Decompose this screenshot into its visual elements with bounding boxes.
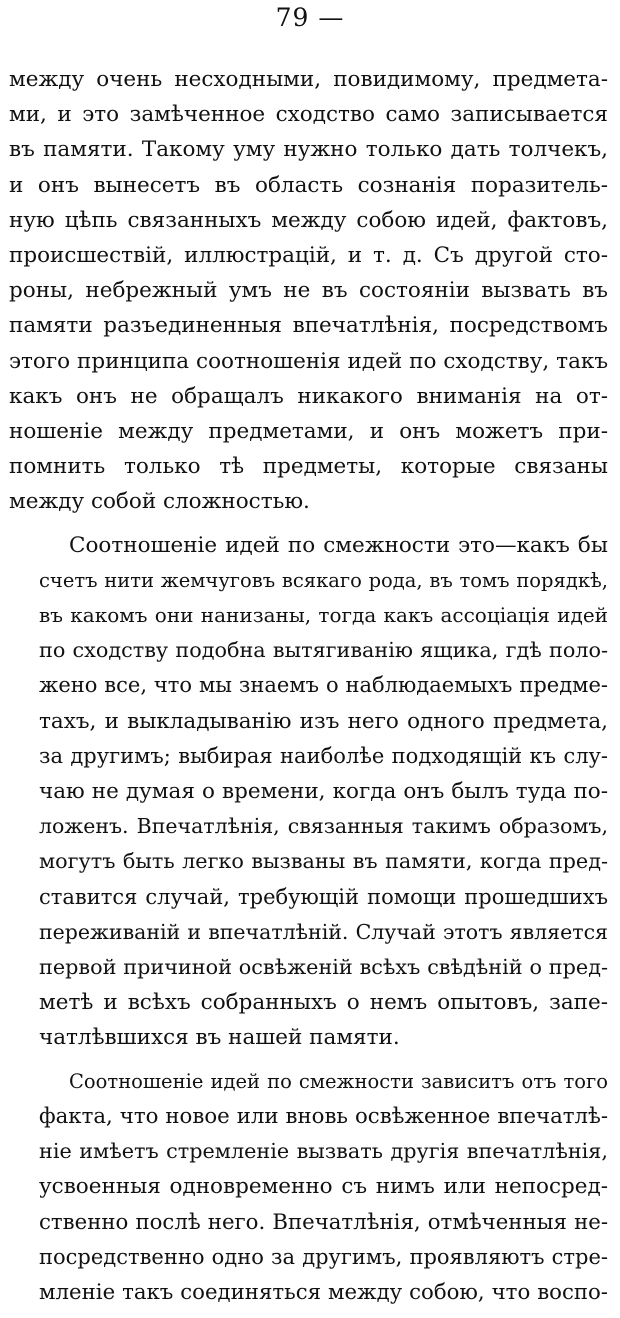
paragraph — [9, 1064, 608, 1310]
text-line: ложенъ. Впечатлѣнія, связанныя такимъ образомъ, — [39, 814, 608, 839]
body-text — [9, 62, 608, 1318]
text-line: какъ онъ не обращалъ никакого вниманія на от- — [9, 383, 608, 409]
text-line: Соотношеніе идей по смежности зависитъ отъ того — [69, 1069, 608, 1093]
text-line: ніе имѣетъ стремленіе вызвать другія впечатлѣнія, — [39, 1139, 608, 1164]
text-line: ставится случай, требующій помощи прошедшихъ — [39, 884, 608, 909]
text-line: метѣ и всѣхъ собранныхъ о немъ опытовъ, запе- — [39, 990, 608, 1016]
text-line: усвоенныя одновременно съ нимъ или непосред- — [39, 1174, 608, 1200]
text-line: Соотношеніе идей по смежности это—какъ бы — [69, 532, 608, 558]
text-line: по сходству подобна вытягиванію ящика, гдѣ поло- — [39, 638, 608, 663]
text-line: посредственно одно за другимъ, проявляютъ стре- — [39, 1244, 608, 1269]
text-line: помнить только тѣ предметы, которые связаны — [9, 454, 608, 480]
text-line: памяти разъединенныя впечатлѣнія, посредствомъ — [9, 313, 608, 339]
text-line: первой причиной освѣженій всѣхъ свѣдѣній о пред- — [39, 955, 608, 980]
text-line: между собой сложностью. — [9, 489, 310, 515]
text-line: счетъ нити жемчуговъ всякаго рода, въ томъ порядкѣ, — [39, 568, 608, 592]
text-line: жено все, что мы знаемъ о наблюдаемыхъ предме- — [39, 673, 608, 698]
text-line: въ какомъ они нанизаны, тогда какъ ассоціація идей — [39, 603, 608, 628]
text-line: въ памяти. Такому уму нужно только дать толчекъ, — [9, 137, 608, 163]
text-line: факта, что новое или вновь освѣженное впечатлѣ- — [39, 1103, 608, 1129]
page-number: 79 — — [275, 3, 345, 32]
text-line: происшествій, иллюстрацій, и т. д. Съ другой сто- — [9, 243, 608, 269]
paragraph — [9, 62, 608, 520]
paragraph — [9, 528, 608, 1056]
text-line: ную цѣпь связанныхъ между собою идей, фактовъ, — [9, 207, 608, 233]
text-line: чатлѣвшихся въ нашей памяти. — [39, 1025, 400, 1051]
text-line: тахъ, и выкладыванію изъ него одного предмета, — [39, 708, 608, 734]
text-line: мленіе такъ соединяться между собою, что воспо- — [39, 1279, 608, 1305]
text-line: чаю не думая о времени, когда онъ былъ туда по- — [39, 779, 608, 805]
text-line: ственно послѣ него. Впечатлѣнія, отмѣченныя не- — [39, 1209, 608, 1235]
text-line: ношеніе между предметами, и онъ можетъ при- — [9, 419, 608, 445]
text-line: и онъ вынесетъ въ область сознанія поразитель- — [9, 172, 608, 198]
text-line: роны, небрежный умъ не въ состояніи вызвать въ — [9, 278, 608, 304]
text-line: этого принципа соотношенія идей по сходству, такъ — [9, 348, 608, 374]
text-line: ми, и это замѣченное сходство само записывается — [9, 102, 608, 128]
text-line: между очень несходными, повидимому, предмета- — [9, 67, 608, 92]
text-line: могутъ быть легко вызваны въ памяти, когда пред- — [39, 849, 608, 874]
text-line: за другимъ; выбирая наиболѣе подходящій къ слу- — [39, 743, 608, 768]
text-line: переживаній и впечатлѣній. Случай этотъ является — [39, 919, 608, 944]
